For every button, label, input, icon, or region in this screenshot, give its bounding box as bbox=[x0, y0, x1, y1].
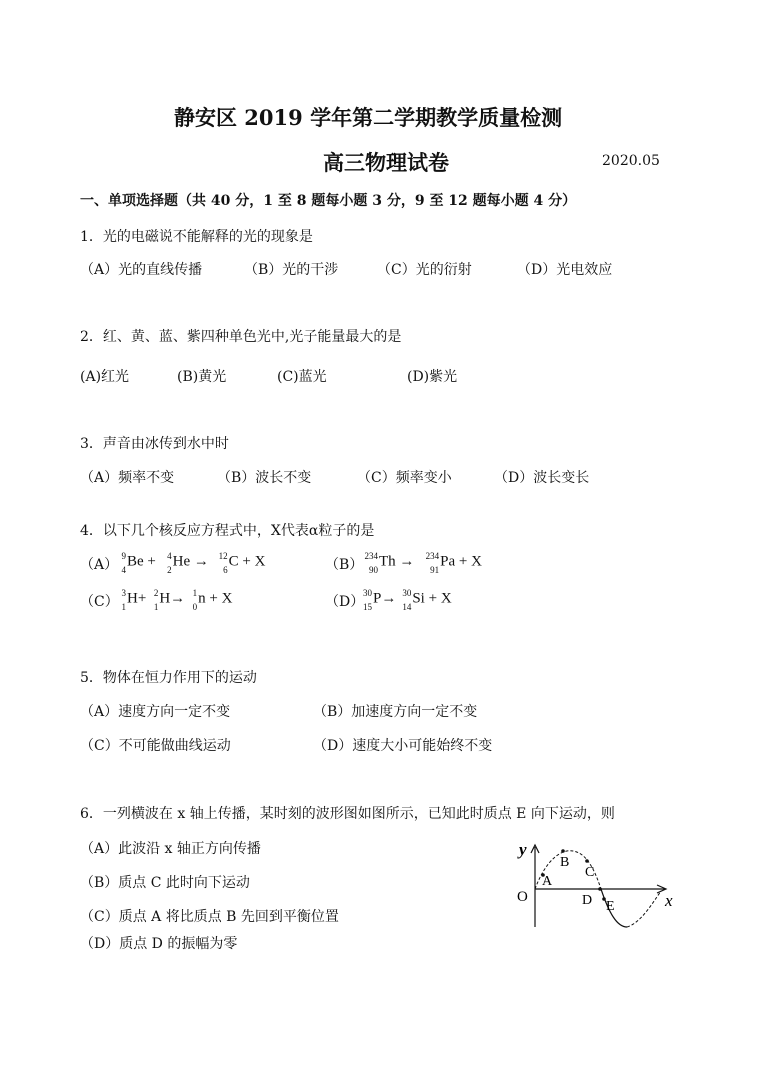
q4-equation-a: 9 4 Be + 4 2 He → 12 6 C + X bbox=[121, 551, 266, 575]
q2-option-c: (C)蓝光 bbox=[277, 369, 327, 385]
question-4-stem: 4．以下几个核反应方程式中，X代表α粒子的是 bbox=[80, 523, 375, 539]
question-5-stem: 5．物体在恒力作用下的运动 bbox=[80, 670, 257, 686]
point-d-label: D bbox=[582, 893, 593, 908]
question-1-stem: 1．光的电磁说不能解释的光的现象是 bbox=[80, 229, 313, 245]
q5-option-d: （D）速度大小可能始终不变 bbox=[313, 738, 493, 754]
q5-option-c: （C）不可能做曲线运动 bbox=[80, 738, 231, 754]
q4-option-a-label: （A） bbox=[80, 557, 119, 573]
point-d-dot bbox=[598, 887, 602, 891]
q4-option-c-label: （C） bbox=[80, 594, 119, 610]
q1-option-c: （C）光的衍射 bbox=[377, 262, 472, 278]
q1-option-a: （A）光的直线传播 bbox=[80, 262, 203, 278]
q6-option-b: （B）质点 C 此时向下运动 bbox=[80, 875, 250, 891]
wave-figure bbox=[505, 835, 680, 935]
q4-equation-b: 234 90 Th → 234 91 Pa + X bbox=[364, 551, 482, 575]
q3-option-a: （A）频率不变 bbox=[80, 470, 175, 486]
q2-option-a: (A)红光 bbox=[80, 369, 130, 385]
q2-option-d: (D)紫光 bbox=[407, 369, 458, 385]
x-axis-label: x bbox=[665, 891, 673, 910]
q3-option-d: （D）波长变长 bbox=[494, 470, 590, 486]
q6-option-c: （C）质点 A 将比质点 B 先回到平衡位置 bbox=[80, 909, 339, 925]
page-title: 静安区 2019 学年第二学期教学质量检测 bbox=[174, 105, 563, 130]
q6-option-d: （D）质点 D 的振幅为零 bbox=[80, 936, 238, 952]
exam-date: 2020.05 bbox=[602, 153, 660, 169]
page-subtitle: 高三物理试卷 bbox=[323, 150, 449, 175]
q3-option-b: （B）波长不变 bbox=[217, 470, 312, 486]
point-b-label: B bbox=[560, 855, 570, 870]
question-2-stem: 2．红、黄、蓝、紫四种单色光中,光子能量最大的是 bbox=[80, 329, 402, 345]
wave-tail-dashed bbox=[627, 891, 661, 927]
question-3-stem: 3．声音由冰传到水中时 bbox=[80, 436, 229, 452]
q1-option-d: （D）光电效应 bbox=[517, 262, 613, 278]
q1-option-b: （B）光的干涉 bbox=[244, 262, 339, 278]
point-b-dot bbox=[561, 849, 565, 853]
q3-option-c: （C）频率变小 bbox=[357, 470, 452, 486]
q2-option-b: (B)黄光 bbox=[177, 369, 227, 385]
origin-label: O bbox=[517, 889, 528, 905]
q4-equation-d: 30 15 P→ 30 14 Si + X bbox=[363, 588, 452, 612]
question-6-stem: 6．一列横波在 x 轴上传播，某时刻的波形图如图所示，已知此时质点 E 向下运动，则 bbox=[80, 806, 615, 822]
section-heading: 一、单项选择题（共 40 分，1 至 8 题每小题 3 分，9 至 12 题每小题 4 分） bbox=[80, 193, 577, 209]
point-c-label: C bbox=[585, 865, 595, 880]
y-axis-label: y bbox=[519, 840, 527, 859]
q5-option-a: （A）速度方向一定不变 bbox=[80, 704, 231, 720]
q4-option-b-label: （B） bbox=[325, 557, 364, 573]
point-c-dot bbox=[585, 859, 589, 863]
q4-option-d-label: （D） bbox=[325, 594, 365, 610]
point-e-label: E bbox=[606, 899, 615, 914]
q6-option-a: （A）此波沿 x 轴正方向传播 bbox=[80, 841, 261, 857]
point-a-label: A bbox=[542, 874, 553, 889]
q5-option-b: （B）加速度方向一定不变 bbox=[313, 704, 478, 720]
q4-equation-c: 3 1 H+ 2 1 H→ 1 0 n + X bbox=[121, 588, 233, 612]
